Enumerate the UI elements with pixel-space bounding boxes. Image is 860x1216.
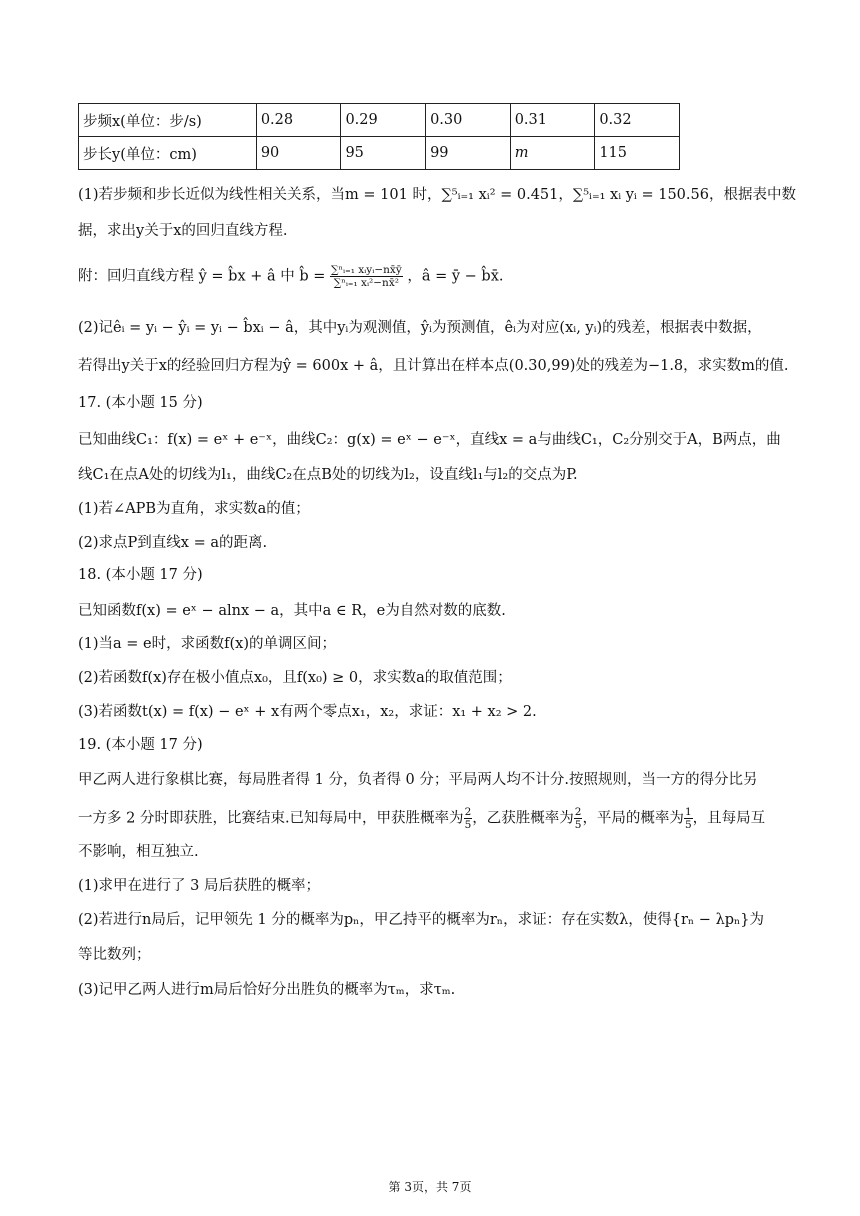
fraction-numerator: 1 xyxy=(684,806,692,818)
q19-part2-line2: 等比数列； xyxy=(78,947,151,963)
draw-prob-fraction xyxy=(684,806,693,831)
q19-title: 19. (本小题 17 分) xyxy=(78,737,203,753)
table-cell: 99 xyxy=(426,137,511,170)
q16-part1-line1: (1)若步频和步长近似为线性相关关系，当m = 101 时，∑⁵ᵢ₌₁ xᵢ² = 0.451，∑⁵ᵢ₌₁ xᵢ yᵢ = 150.56，根据表中数 xyxy=(78,187,796,203)
table-cell: 0.31 xyxy=(510,104,595,137)
q19-part1: (1)求甲在进行了 3 局后获胜的概率； xyxy=(78,878,320,894)
table-cell: 0.30 xyxy=(426,104,511,137)
page-number-footer: 第 3页，共 7页 xyxy=(388,1180,472,1194)
q16-part2-line2: 若得出y关于x的经验回归方程为ŷ = 600x + â，且计算出在样本点(0.30,99)处的残差为−1.8，求实数m的值. xyxy=(78,358,789,374)
win-prob-fraction xyxy=(464,806,473,831)
note-suffix: ，â = ȳ − b̂x̄. xyxy=(407,268,504,285)
table-row xyxy=(79,137,680,170)
note-fraction xyxy=(330,264,403,289)
fraction-numerator: ∑ⁿᵢ₌₁ xᵢyᵢ−nx̄ȳ xyxy=(331,264,402,276)
note-prefix: 附：回归直线方程 ŷ = b̂x + â 中 b̂ = xyxy=(78,268,326,285)
table-cell: 95 xyxy=(341,137,426,170)
q17-title: 17. (本小题 15 分) xyxy=(78,395,203,411)
stem-text: 一方多 2 分时即获胜，比赛结束.已知每局中，甲获胜概率为 xyxy=(78,810,464,827)
q19-stem-line3: 不影响，相互独立. xyxy=(78,844,199,860)
q16-formula-note xyxy=(78,264,790,289)
fraction-numerator: 2 xyxy=(574,806,582,818)
data-table xyxy=(78,103,680,170)
q18-stem: 已知函数f(x) = eˣ − alnx − a，其中a ∈ R，e为自然对数的底数. xyxy=(78,603,506,619)
q18-part1: (1)当a = e时，求函数f(x)的单调区间； xyxy=(78,636,336,652)
q19-stem-line2 xyxy=(78,806,790,831)
q19-stem-line1: 甲乙两人进行象棋比赛，每局胜者得 1 分，负者得 0 分；平局两人均不计分.按照规则，当一方的得分比另 xyxy=(78,772,758,788)
stem-text: ，平局的概率为 xyxy=(582,810,684,827)
fraction-numerator: 2 xyxy=(464,806,472,818)
q16-part2-line1: (2)记êᵢ = yᵢ − ŷᵢ = yᵢ − b̂xᵢ − â，其中yᵢ为观测值，ŷᵢ为预测值，êᵢ为对应(xᵢ, yᵢ)的残差，根据表中数据， xyxy=(78,320,762,336)
table-cell: 0.28 xyxy=(256,104,341,137)
q18-part3: (3)若函数t(x) = f(x) − eˣ + x有两个零点x₁，x₂，求证：x₁ + x₂ > 2. xyxy=(78,704,537,720)
fraction-denominator: 5 xyxy=(574,819,582,831)
stem-text: ，乙获胜概率为 xyxy=(472,810,574,827)
table-header-cell: 步长y(单位：cm) xyxy=(79,137,257,170)
fraction-denominator: 5 xyxy=(464,819,472,831)
fraction-denominator: 5 xyxy=(684,819,692,831)
q19-part3: (3)记甲乙两人进行m局后恰好分出胜负的概率为τₘ，求τₘ. xyxy=(78,982,456,998)
table-cell: 0.32 xyxy=(595,104,680,137)
q18-part2: (2)若函数f(x)存在极小值点x₀，且f(x₀) ≥ 0，求实数a的取值范围； xyxy=(78,670,512,686)
table-cell: m xyxy=(510,137,595,170)
q16-part1-line2: 据，求出y关于x的回归直线方程. xyxy=(78,223,288,239)
fraction-denominator: ∑ⁿᵢ₌₁ xᵢ²−nx̄² xyxy=(333,277,399,289)
q17-part1: (1)若∠APB为直角，求实数a的值； xyxy=(78,501,310,517)
q17-part2: (2)求点P到直线x = a的距离. xyxy=(78,535,268,551)
table-row xyxy=(79,104,680,137)
table-cell: 90 xyxy=(256,137,341,170)
q19-part2-line1: (2)若进行n局后，记甲领先 1 分的概率为pₙ，甲乙持平的概率为rₙ，求证：存在实数λ，使得{rₙ − λpₙ}为 xyxy=(78,912,765,928)
table-cell: 115 xyxy=(595,137,680,170)
q17-stem-line2: 线C₁在点A处的切线为l₁，曲线C₂在点B处的切线为l₂，设直线l₁与l₂的交点为P. xyxy=(78,467,578,483)
table-cell: 0.29 xyxy=(341,104,426,137)
q17-stem-line1: 已知曲线C₁：f(x) = eˣ + e⁻ˣ，曲线C₂：g(x) = eˣ − e⁻ˣ，直线x = a与曲线C₁，C₂分别交于A，B两点，曲 xyxy=(78,432,781,448)
stem-text: ，且每局互 xyxy=(692,810,766,827)
table-header-cell: 步频x(单位：步/s) xyxy=(79,104,257,137)
q18-title: 18. (本小题 17 分) xyxy=(78,567,203,583)
